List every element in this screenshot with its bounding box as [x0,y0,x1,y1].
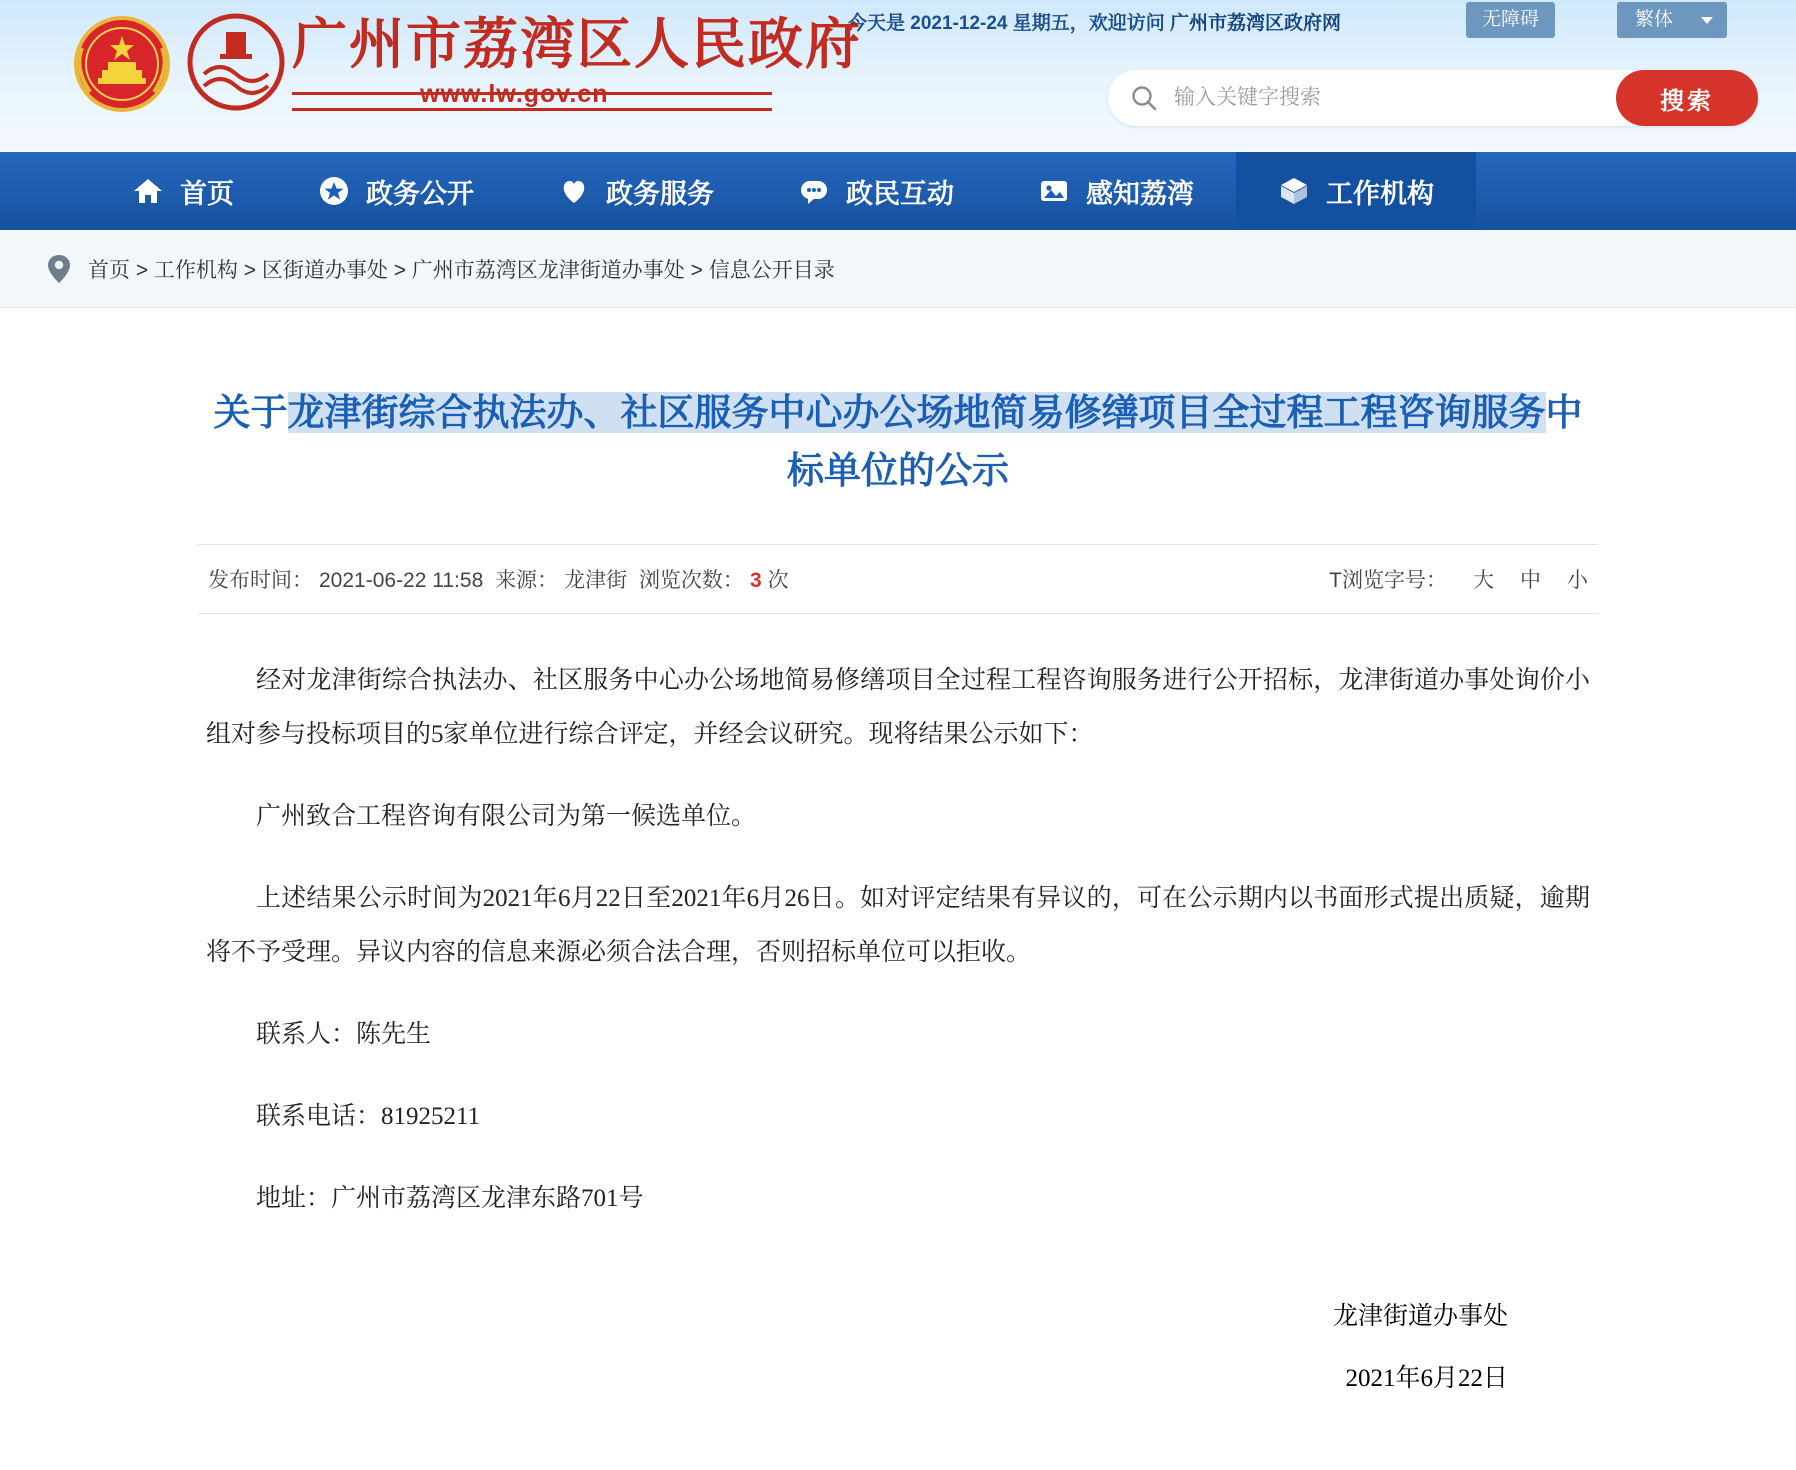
nav-label-work-organizations: 工作机构 [1326,178,1434,209]
breadcrumb [0,230,1796,308]
views-unit: 次 [767,569,789,592]
nav-item-perceive-liwan[interactable] [996,152,1236,230]
image-icon [1038,175,1070,207]
search-input[interactable] [1172,70,1622,126]
signature-date: 2021年6月22日 [1345,1365,1508,1392]
box-icon [1278,175,1310,207]
article-title-suffix: 中标单位的公示 [787,392,1583,491]
publish-time-label: 发布时间： [208,569,313,592]
article-paragraph: 联系人：陈先生 [256,1021,432,1048]
home-icon [132,175,164,207]
nav-item-home[interactable] [90,152,276,230]
site-url: www.lw.gov.cn [420,80,609,108]
nav-spacer [1476,152,1796,230]
welcome-date-text: 今天是 2021-12-24 星期五，欢迎访问 [848,13,1165,34]
nav-label-government-services: 政务服务 [606,178,714,209]
font-size-large-button[interactable]: 大 [1473,569,1494,592]
heart-icon [558,175,590,207]
page-title [198,384,1598,500]
bottom-spacer [198,1410,1598,1470]
chevron-down-icon [1701,17,1713,24]
article-paragraph: 联系电话：81925211 [256,1103,481,1130]
nav-label-government-disclosure: 政务公开 [366,178,474,209]
breadcrumb-text[interactable]: 首页 > 工作机构 > 区街道办事处 > 广州市荔湾区龙津街道办事处 > 信息公开目录 [88,258,835,282]
article-title-prefix: 关于 [213,392,288,433]
search-box [1108,70,1758,126]
article-body [198,614,1598,1226]
site-name-link[interactable]: 广州市荔湾区政府网 [1170,13,1342,34]
article-paragraph: 地址：广州市荔湾区龙津东路701号 [256,1185,644,1212]
article-paragraph: 上述结果公示时间为2021年6月22日至2021年6月26日。如对评定结果有异议的，可在公示期内以书面形式提出质疑，逾期将不予受理。异议内容的信息来源必须合法合理，否则招标单位可以拒收。 [206,885,1590,966]
font-size-small-button[interactable]: 小 [1567,569,1588,592]
search-icon [1130,84,1158,112]
nav-item-work-organizations[interactable] [1236,152,1476,230]
traditional-label: 繁体 [1635,9,1674,30]
site-header [0,0,1796,152]
nav-item-government-services[interactable] [516,152,756,230]
article-paragraph: 广州致合工程咨询有限公司为第一候选单位。 [256,803,757,830]
site-title: 广州市荔湾区人民政府 [292,14,863,75]
font-size-label: T浏览字号： [1329,569,1447,592]
article-meta-bar [198,544,1598,614]
location-pin-icon [46,253,72,285]
views-label: 浏览次数： [638,569,744,592]
nav-label-perceive-liwan: 感知荔湾 [1086,178,1194,209]
main-navigation [0,152,1796,230]
views-count: 3 [749,569,762,592]
accessibility-button[interactable]: 无障碍 [1466,2,1555,38]
welcome-text [848,8,1341,40]
article-paragraph: 经对龙津街综合执法办、社区服务中心办公场地简易修缮项目全过程工程咨询服务进行公开招标，龙津街道办事处询价小组对参与投标项目的5家单位进行综合评定，并经会议研究。现将结果公示如下： [206,667,1590,748]
article-title-highlighted: 龙津街综合执法办、社区服务中心办公场地简易修缮项目全过程工程咨询服务 [287,392,1546,433]
liwan-district-logo-icon [186,12,286,112]
font-size-controls [1329,564,1588,594]
nav-item-public-interaction[interactable] [756,152,996,230]
national-emblem-icon [68,8,176,116]
chat-icon [798,175,830,207]
star-icon [318,175,350,207]
article-signature [198,1286,1598,1410]
article-meta-left [208,564,795,594]
publish-time-value: 2021-06-22 11:58 [319,569,484,592]
nav-label-home: 首页 [180,178,234,209]
signature-organization: 龙津街道办事处 [1332,1303,1508,1330]
article-container [98,308,1698,1470]
nav-item-government-disclosure[interactable] [276,152,516,230]
nav-label-public-interaction: 政民互动 [846,178,954,209]
search-button[interactable]: 搜索 [1616,70,1758,126]
source-value: 龙津街 [564,569,628,592]
source-label: 来源： [495,569,559,592]
font-size-medium-button[interactable]: 中 [1520,569,1541,592]
traditional-chinese-button[interactable] [1617,2,1727,38]
